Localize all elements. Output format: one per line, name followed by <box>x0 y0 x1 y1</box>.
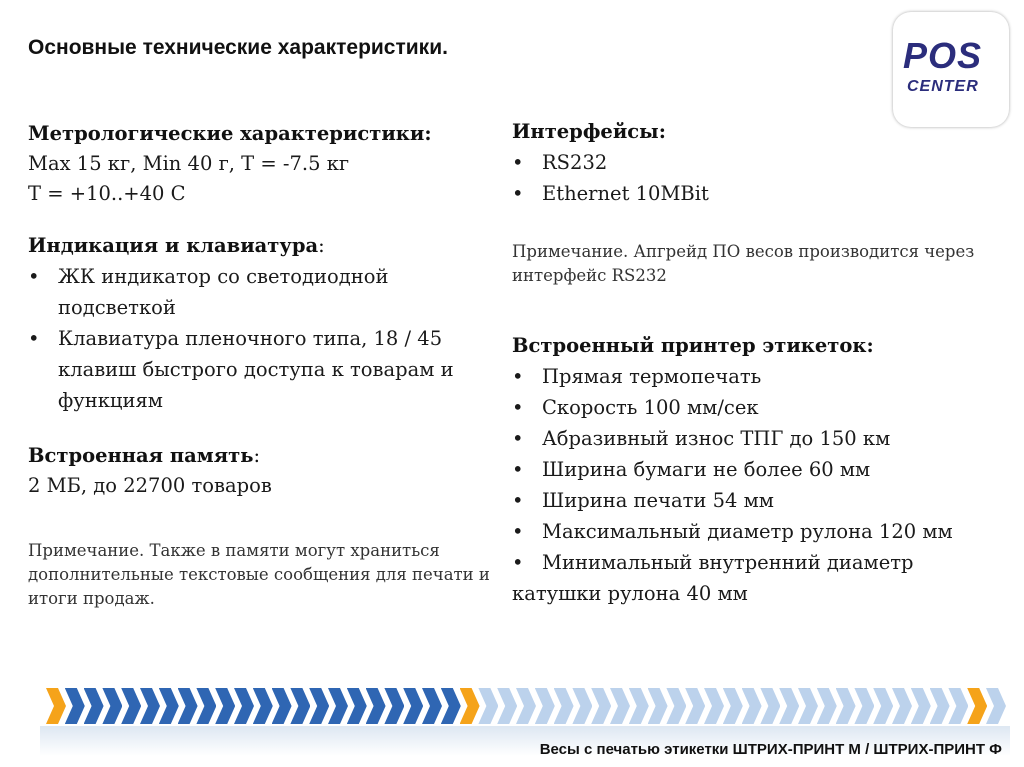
chevron-icon <box>121 688 141 724</box>
display-heading <box>28 231 478 261</box>
chevron-icon <box>272 688 292 724</box>
chevron-icon <box>704 688 724 724</box>
list-item <box>512 547 1012 578</box>
chevron-icon <box>591 688 611 724</box>
chevron-icon <box>666 688 686 724</box>
bullet: • <box>512 489 524 512</box>
bullet: • <box>512 182 524 205</box>
chevron-icon <box>102 688 122 724</box>
chevron-icon <box>366 688 386 724</box>
chevron-icon <box>817 688 837 724</box>
chevron-icon <box>948 688 968 724</box>
logo-line1: POS <box>903 35 983 76</box>
list-item-text: ЖК индикатор со светодиодной подсветкой <box>58 265 389 319</box>
memory-heading <box>28 441 498 471</box>
memory-value: 2 МБ, до 22700 товаров <box>28 474 272 497</box>
bullet: • <box>512 458 524 481</box>
chevron-icon <box>478 688 498 724</box>
list-item <box>512 485 1012 516</box>
list-item <box>512 516 1012 547</box>
chevron-icon <box>497 688 517 724</box>
bullet: • <box>28 265 40 288</box>
metrology-heading: Метрологические характеристики: <box>28 122 432 145</box>
memory-heading-text: Встроенная память <box>28 444 254 467</box>
chevron-band <box>46 688 1004 724</box>
chevron-icon <box>159 688 179 724</box>
bullet: • <box>512 151 524 174</box>
chevron-icon <box>196 688 216 724</box>
list-item-text: Клавиатура пленочного типа, 18 / 45 клавиш быстрого доступа к товарам и функциям <box>58 327 454 412</box>
metrology-section <box>28 119 498 209</box>
chevron-icon <box>140 688 160 724</box>
memory-section <box>28 441 498 501</box>
chevron-icon <box>46 688 66 724</box>
chevron-icon <box>516 688 536 724</box>
chevron-icon <box>554 688 574 724</box>
display-heading-text: Индикация и клавиатура <box>28 234 319 257</box>
bullet: • <box>512 427 524 450</box>
footer-caption: Весы с печатью этикетки ШТРИХ-ПРИНТ М / ШТРИХ-ПРИНТ Ф <box>539 741 1002 758</box>
bullet: • <box>28 327 40 350</box>
chevron-icon <box>911 688 931 724</box>
list-item-text: Минимальный внутренний диаметр <box>542 551 914 574</box>
list-item-text: RS232 <box>542 151 608 174</box>
chevron-icon <box>253 688 273 724</box>
memory-note: Примечание. Также в памяти могут храниться дополнительные текстовые сообщения для печати и итоги продаж. <box>28 541 490 608</box>
list-item <box>512 361 1012 392</box>
chevron-icon <box>65 688 85 724</box>
chevron-icon <box>986 688 1006 724</box>
pos-center-logo <box>893 12 1009 127</box>
printer-heading: Встроенный принтер этикеток: <box>512 334 874 357</box>
chevron-icon <box>84 688 104 724</box>
chevron-icon <box>967 688 987 724</box>
display-section <box>28 231 478 416</box>
chevron-icon <box>648 688 668 724</box>
chevron-icon <box>328 688 348 724</box>
page-title: Основные технические характеристики. <box>28 36 448 59</box>
chevron-icon <box>290 688 310 724</box>
list-item <box>512 392 1012 423</box>
chevron-icon <box>798 688 818 724</box>
list-item <box>512 423 1012 454</box>
list-item-text: Максимальный диаметр рулона 120 мм <box>542 520 953 543</box>
chevron-icon <box>309 688 329 724</box>
chevron-icon <box>178 688 198 724</box>
bullet: • <box>512 396 524 419</box>
chevron-icon <box>384 688 404 724</box>
interfaces-section <box>512 117 932 209</box>
list-item <box>28 261 478 323</box>
chevron-icon <box>685 688 705 724</box>
list-item <box>28 323 478 416</box>
list-item <box>512 147 932 178</box>
list-item <box>512 178 932 209</box>
chevron-icon <box>460 688 480 724</box>
chevron-icon <box>572 688 592 724</box>
list-item <box>512 454 1012 485</box>
chevron-icon <box>215 688 235 724</box>
memory-heading-colon: : <box>253 444 261 467</box>
chevron-icon <box>854 688 874 724</box>
list-item-text: Ширина бумаги не более 60 мм <box>542 458 871 481</box>
list-item-text: Абразивный износ ТПГ до 150 км <box>542 427 891 450</box>
bullet: • <box>512 365 524 388</box>
chevron-icon <box>779 688 799 724</box>
metrology-line2: T = +10..+40 C <box>28 182 186 205</box>
printer-list <box>512 361 1012 578</box>
interfaces-list <box>512 147 932 209</box>
chevron-icon <box>930 688 950 724</box>
bullet: • <box>512 551 524 574</box>
chevron-icon <box>422 688 442 724</box>
list-item-text: Скорость 100 мм/сек <box>542 396 759 419</box>
interfaces-note: Примечание. Апгрейд ПО весов производится через интерфейс RS232 <box>512 242 975 285</box>
chevron-icon <box>441 688 461 724</box>
chevron-icon <box>892 688 912 724</box>
metrology-line1: Max 15 кг, Min 40 г, T = -7.5 кг <box>28 152 350 175</box>
chevron-icon <box>723 688 743 724</box>
display-heading-colon: : <box>318 234 325 257</box>
chevron-icon <box>629 688 649 724</box>
chevron-icon <box>760 688 780 724</box>
list-item-text: Ширина печати 54 мм <box>542 489 774 512</box>
chevron-icon <box>610 688 630 724</box>
chevron-icon <box>535 688 555 724</box>
chevron-icon <box>836 688 856 724</box>
list-item-text: Прямая термопечать <box>542 365 762 388</box>
chevron-icon <box>403 688 423 724</box>
display-list <box>28 261 478 416</box>
chevron-icon <box>347 688 367 724</box>
chevron-icon <box>234 688 254 724</box>
chevron-icon <box>742 688 762 724</box>
printer-section <box>512 331 1012 609</box>
list-item-text: Ethernet 10MBit <box>542 182 709 205</box>
interfaces-heading: Интерфейсы: <box>512 120 666 143</box>
chevron-icon <box>873 688 893 724</box>
printer-continuation: катушки рулона 40 мм <box>512 582 748 605</box>
logo-line2: CENTER <box>907 78 979 95</box>
bullet: • <box>512 520 524 543</box>
